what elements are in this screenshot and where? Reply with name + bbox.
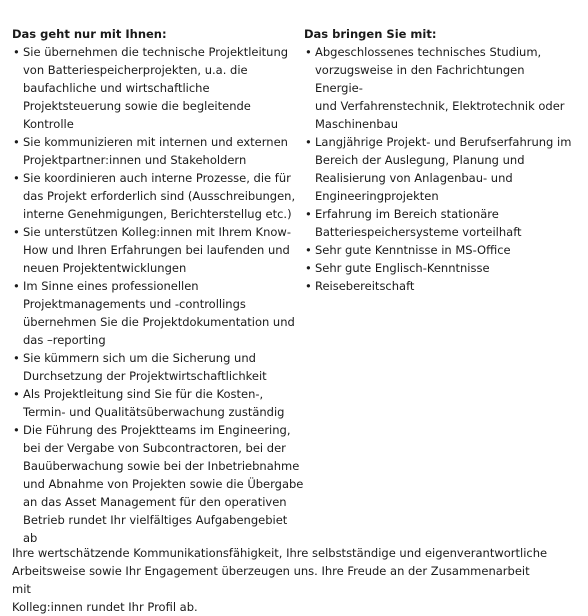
requirements-column [304,25,576,547]
bullet-icon: • [305,135,312,149]
list-item [12,277,304,349]
closing-line: Kolleg:innen rundet Ihr Profil ab. [12,600,198,614]
bullet-icon: • [13,279,20,293]
list-item-line: vorzugsweise in den Fachrichtungen Energie- [315,63,525,95]
tasks-heading: Das geht nur mit Ihnen: [12,27,167,41]
list-item-line: Abgeschlossenes technisches Studium, [315,45,542,59]
list-item-line: Realisierung von Anlagenbau- und [315,171,513,185]
bullet-icon: • [13,171,20,185]
bullet-icon: • [13,225,20,239]
list-item-line: Als Projektleitung sind Sie für die Kosten-, [23,387,264,401]
list-item [304,259,576,277]
list-item-line: Die Führung des Projektteams im Engineering, [23,423,291,437]
list-item-line: Sie kümmern sich um die Sicherung und [23,351,256,365]
list-item-line: Engineeringprojekten [315,189,439,203]
list-item [12,133,304,169]
list-item-line: Erfahrung im Bereich stationäre [315,207,499,221]
bullet-icon: • [13,423,20,437]
closing-paragraph [12,544,552,616]
list-item [12,349,304,385]
closing-line: Arbeitsweise sowie Ihr Engagement überzeugen uns. Ihre Freude an der Zusammenarbeit mit [12,564,530,596]
list-item-line: Betrieb rundet Ihr vielfältiges Aufgabengebiet ab [23,513,288,545]
bullet-icon: • [305,261,312,275]
list-item-line: How und Ihren Erfahrungen bei laufenden und [23,243,290,257]
list-item [304,277,576,295]
list-item-line: Maschinenbau [315,117,399,131]
bullet-icon: • [13,351,20,365]
list-item [12,169,304,223]
list-item-line: Sehr gute Kenntnisse in MS-Office [315,243,511,257]
list-item-line: Langjährige Projekt- und Berufserfahrung im [315,135,572,149]
list-item-line: und Abnahme von Projekten sowie die Übergabe [23,477,304,491]
list-item-line: das Projekt erforderlich sind (Ausschreibungen, [23,189,296,203]
list-item [12,43,304,133]
list-item [304,205,576,241]
bullet-icon: • [305,45,312,59]
list-item-line: von Batteriespeicherprojekten, u.a. die [23,63,248,77]
list-item-line: Im Sinne eines professionellen [23,279,199,293]
list-item-line: neuen Projektentwicklungen [23,261,187,275]
list-item-line: Projektmanagements und -controllings [23,297,246,311]
list-item-line: Batteriespeichersysteme vorteilhaft [315,225,522,239]
list-item [304,43,576,133]
list-item-line: das –reporting [23,333,106,347]
bullet-icon: • [13,387,20,401]
list-item-line: Sie übernehmen die technische Projektleitung [23,45,289,59]
bullet-icon: • [305,279,312,293]
list-item [12,385,304,421]
closing-line: Ihre wertschätzende Kommunikationsfähigkeit, Ihre selbstständige und eigenverantwortliche [12,546,548,560]
bullet-icon: • [13,135,20,149]
list-item [12,223,304,277]
list-item-line: Reisebereitschaft [315,279,415,293]
list-item-line: und Verfahrenstechnik, Elektrotechnik oder [315,99,565,113]
list-item-line: Bauüberwachung sowie bei der Inbetriebnahme [23,459,300,473]
list-item [12,421,304,547]
list-item-line: Sie unterstützen Kolleg:innen mit Ihrem Know- [23,225,291,239]
bullet-icon: • [305,207,312,221]
list-item-line: baufachliche und wirtschaftliche [23,81,210,95]
tasks-column [12,25,304,547]
list-item-line: übernehmen Sie die Projektdokumentation und [23,315,295,329]
requirements-heading: Das bringen Sie mit: [304,27,437,41]
list-item-line: an das Asset Management für den operativen [23,495,287,509]
list-item-line: Sie kommunizieren mit internen und externen [23,135,288,149]
bullet-icon: • [305,243,312,257]
list-item [304,133,576,205]
list-item-line: Termin- und Qualitätsüberwachung zuständig [23,405,285,419]
bullet-icon: • [13,45,20,59]
list-item-line: Projektsteuerung sowie die begleitende [23,99,251,113]
list-item-line: Durchsetzung der Projektwirtschaftlichkeit [23,369,267,383]
list-item-line: bei der Vergabe von Subcontractoren, bei der [23,441,286,455]
requirements-list [304,43,576,295]
list-item-line: Kontrolle [23,117,74,131]
list-item-line: Sehr gute Englisch-Kenntnisse [315,261,490,275]
list-item-line: Sie koordinieren auch interne Prozesse, die für [23,171,291,185]
list-item-line: Bereich der Auslegung, Planung und [315,153,525,167]
columns [12,25,576,547]
tasks-list [12,43,304,547]
list-item-line: Projektpartner:innen und Stakeholdern [23,153,247,167]
list-item [304,241,576,259]
list-item-line: interne Genehmigungen, Berichterstellug etc.) [23,207,292,221]
